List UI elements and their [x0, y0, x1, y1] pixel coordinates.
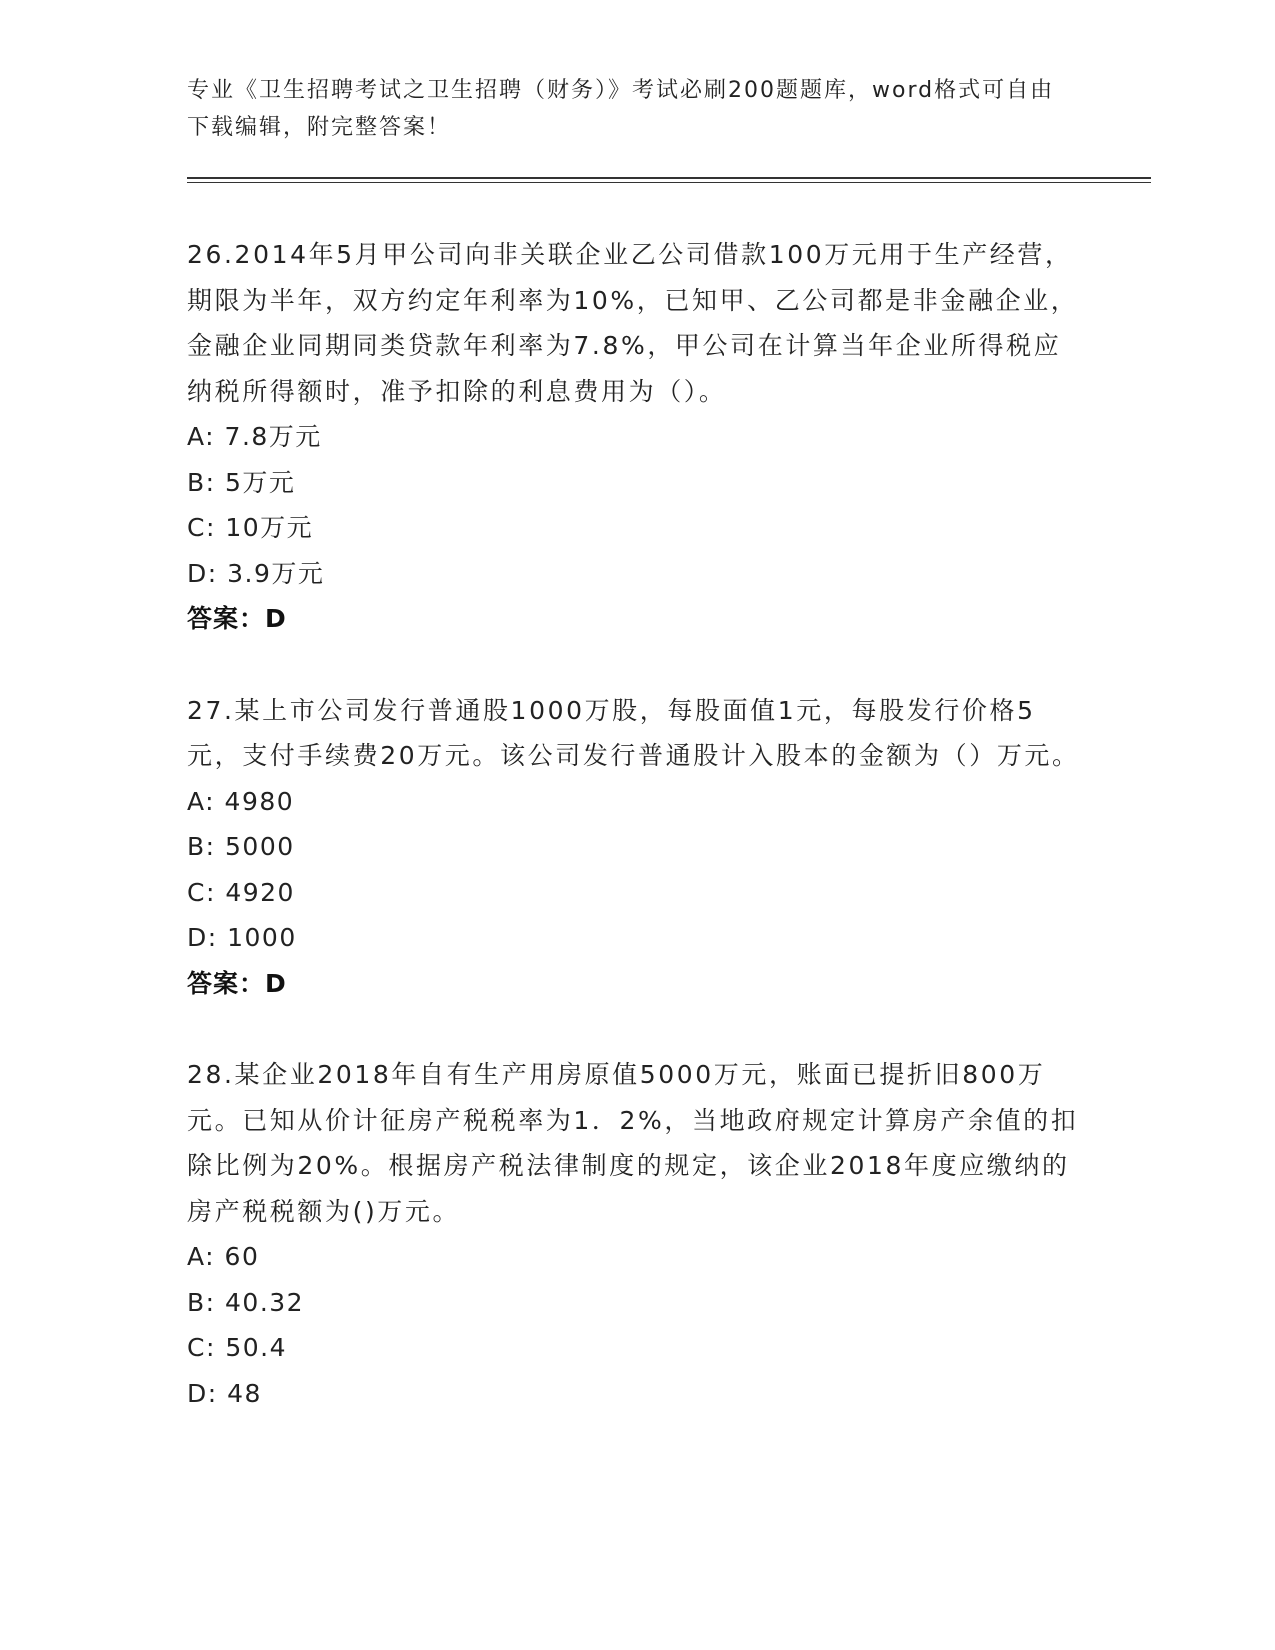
option-b: B: 5万元 — [187, 467, 296, 497]
question-list — [187, 232, 1087, 1416]
question-text: 26.2014年5月甲公司向非关联企业乙公司借款100万元用于生产经营，期限为半年，双方约定年利率为10%，已知甲、乙公司都是非金融企业，金融企业同期同类贷款年利率为7.8%，甲公司在计算当年企业所得税应纳税所得额时，准予扣除的利息费用为（）。 — [187, 240, 1079, 406]
option-b: B: 40.32 — [187, 1287, 305, 1317]
option-b: B: 5000 — [187, 832, 295, 861]
option-c: C: 10万元 — [187, 513, 314, 542]
question-text: 27.某上市公司发行普通股1000万股，每股面值1元，每股发行价格5元，支付手续费20万元。该公司发行普通股计入股本的金额为（）万元。 — [187, 695, 1080, 770]
question-spacer — [187, 1006, 1087, 1052]
header-rule-thick — [187, 177, 1151, 179]
option-d: D: 1000 — [187, 923, 297, 952]
option-c: C: 50.4 — [187, 1333, 287, 1362]
question-28 — [187, 1052, 1087, 1416]
option-a: A: 60 — [187, 1242, 260, 1271]
option-c: C: 4920 — [187, 877, 295, 907]
option-a: A: 7.8万元 — [187, 422, 322, 451]
answer-label: 答案：D — [187, 604, 287, 633]
question-spacer — [187, 642, 1087, 688]
header-rule-thin — [187, 182, 1151, 183]
option-d: D: 48 — [187, 1378, 262, 1408]
question-text: 28.某企业2018年自有生产用房原值5000万元，账面已提折旧800万元。已知从价计征房产税税率为1．2%，当地政府规定计算房产余值的扣除比例为20%。根据房产税法律制度的规定，该企业2018年度应缴纳的房产税税额为()万元。 — [187, 1060, 1079, 1226]
answer-label: 答案：D — [187, 968, 287, 998]
option-a: A: 4980 — [187, 786, 295, 816]
document-header: 专业《卫生招聘考试之卫生招聘（财务）》考试必刷200题题库，word格式可自由下载编辑，附完整答案！ — [187, 78, 1055, 140]
question-27 — [187, 688, 1087, 1007]
question-26 — [187, 232, 1087, 642]
option-d: D: 3.9万元 — [187, 558, 325, 588]
